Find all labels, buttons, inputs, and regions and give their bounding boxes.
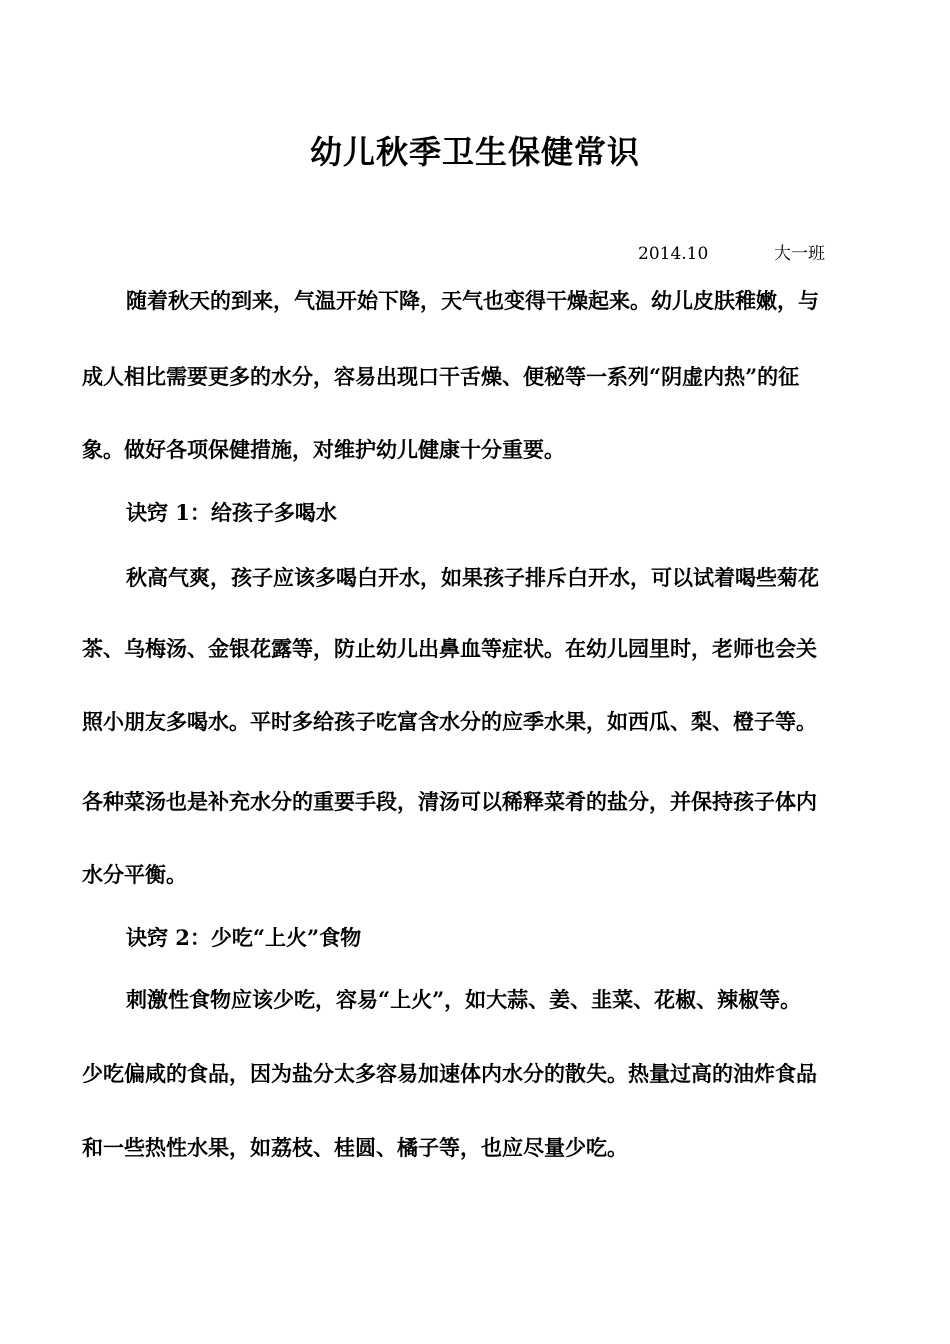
paragraph-line: 茶、乌梅汤、金银花露等，防止幼儿出鼻血等症状。在幼儿园里时，老师也会关 bbox=[82, 636, 817, 661]
document-date: 2014.10 bbox=[638, 244, 709, 264]
section-heading: 诀窍 2：少吃“上火”食物 bbox=[126, 925, 362, 950]
section-heading: 诀窍 1：给孩子多喝水 bbox=[126, 500, 337, 525]
paragraph-line: 和一些热性水果，如荔枝、桂圆、橘子等，也应尽量少吃。 bbox=[82, 1135, 628, 1160]
paragraph-line: 照小朋友多喝水。平时多给孩子吃富含水分的应季水果，如西瓜、梨、橙子等。 bbox=[82, 709, 817, 734]
document-title: 幼儿秋季卫生保健常识 bbox=[309, 133, 640, 171]
paragraph-line: 秋高气爽，孩子应该多喝白开水，如果孩子排斥白开水，可以试着喝些菊花 bbox=[126, 565, 819, 590]
paragraph-line: 随着秋天的到来，气温开始下降，天气也变得干燥起来。幼儿皮肤稚嫩，与 bbox=[126, 288, 819, 313]
paragraph-line: 各种菜汤也是补充水分的重要手段，清汤可以稀释菜肴的盐分，并保持孩子体内 bbox=[82, 789, 817, 814]
paragraph-line: 象。做好各项保健措施，对维护幼儿健康十分重要。 bbox=[82, 437, 565, 462]
document-meta bbox=[638, 240, 825, 268]
paragraph-line: 成人相比需要更多的水分，容易出现口干舌燥、便秘等一系列“阴虚内热”的征 bbox=[82, 364, 800, 389]
paragraph-line: 少吃偏咸的食品，因为盐分太多容易加速体内水分的散失。热量过高的油炸食品 bbox=[82, 1061, 817, 1086]
paragraph-line: 水分平衡。 bbox=[82, 862, 187, 887]
paragraph-line: 刺激性食物应该少吃，容易“上火”，如大蒜、姜、韭菜、花椒、辣椒等。 bbox=[126, 987, 802, 1012]
document-class: 大一班 bbox=[774, 244, 825, 264]
